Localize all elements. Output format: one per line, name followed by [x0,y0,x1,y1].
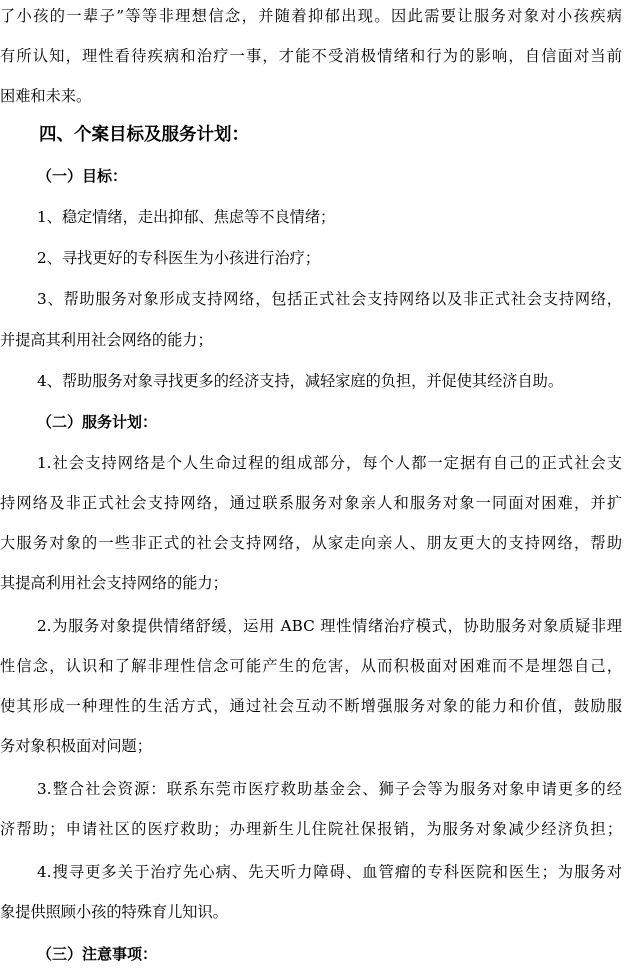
plan-item-continued: 大服务对象的一些非正式的社会支持网络，从家走向亲人、朋友更大的支持网络，帮助 [0,534,622,552]
body-line: 有所认知，理性看待疾病和治疗一事，才能不受消极情绪和行为的影响，自信面对当前 [0,47,622,65]
body-line: 了小孩的一辈子”等等非理想信念，并随着抑郁出现。因此需要让服务对象对小孩疾病 [0,7,622,25]
goal-item: 4、帮助服务对象寻找更多的经济支持，减轻家庭的负担，并促使其经济自助。 [37,372,564,390]
subsection-heading: （一）目标： [37,167,128,185]
subsection-heading: （二）服务计划： [37,413,158,431]
plan-item: 4.搜寻更多关于治疗先心病、先天听力障碍、血管瘤的专科医院和医生；为服务对 [37,863,622,881]
goal-item: 1、稳定情绪，走出抑郁、焦虑等不良情绪； [37,208,336,226]
goal-item-continued: 并提高其利用社会网络的能力； [0,331,213,349]
plan-item-continued: 使其形成一种理性的生活方式，通过社会互动不断增强服务对象的能力和价值，鼓励服 [0,697,622,715]
section-heading: 四、个案目标及服务计划： [39,125,249,145]
plan-item-continued: 济帮助；申请社区的医疗救助；办理新生儿住院社保报销，为服务对象减少经济负担； [0,820,622,838]
goal-item: 2、寻找更好的专科医生为小孩进行治疗； [37,249,321,267]
goal-item: 3、帮助服务对象形成支持网络，包括正式社会支持网络以及非正式社会支持网络， [37,290,622,308]
plan-item: 2.为服务对象提供情绪舒缓，运用 ABC 理性情绪治疗模式，协助服务对象质疑非理 [37,617,622,635]
subsection-heading: （三）注意事项： [37,945,158,963]
plan-item: 3.整合社会资源：联系东莞市医疗救助基金会、狮子会等为服务对象申请更多的经 [37,780,622,798]
plan-item-continued: 其提高利用社会支持网络的能力； [0,574,228,592]
plan-item-continued: 象提供照顾小孩的特殊育儿知识。 [0,903,228,921]
plan-item-continued: 持网络及非正式社会支持网络，通过联系服务对象亲人和服务对象一同面对困难，并扩 [0,494,622,512]
plan-item-continued: 性信念，认识和了解非理性信念可能产生的危害，从而积极面对困难而不是埋怨自己， [0,657,622,675]
plan-item-continued: 务对象积极面对问题； [0,737,152,755]
plan-item: 1.社会支持网络是个人生命过程的组成部分，每个人都一定据有自己的正式社会支 [37,454,622,472]
body-line: 困难和未来。 [0,87,92,105]
